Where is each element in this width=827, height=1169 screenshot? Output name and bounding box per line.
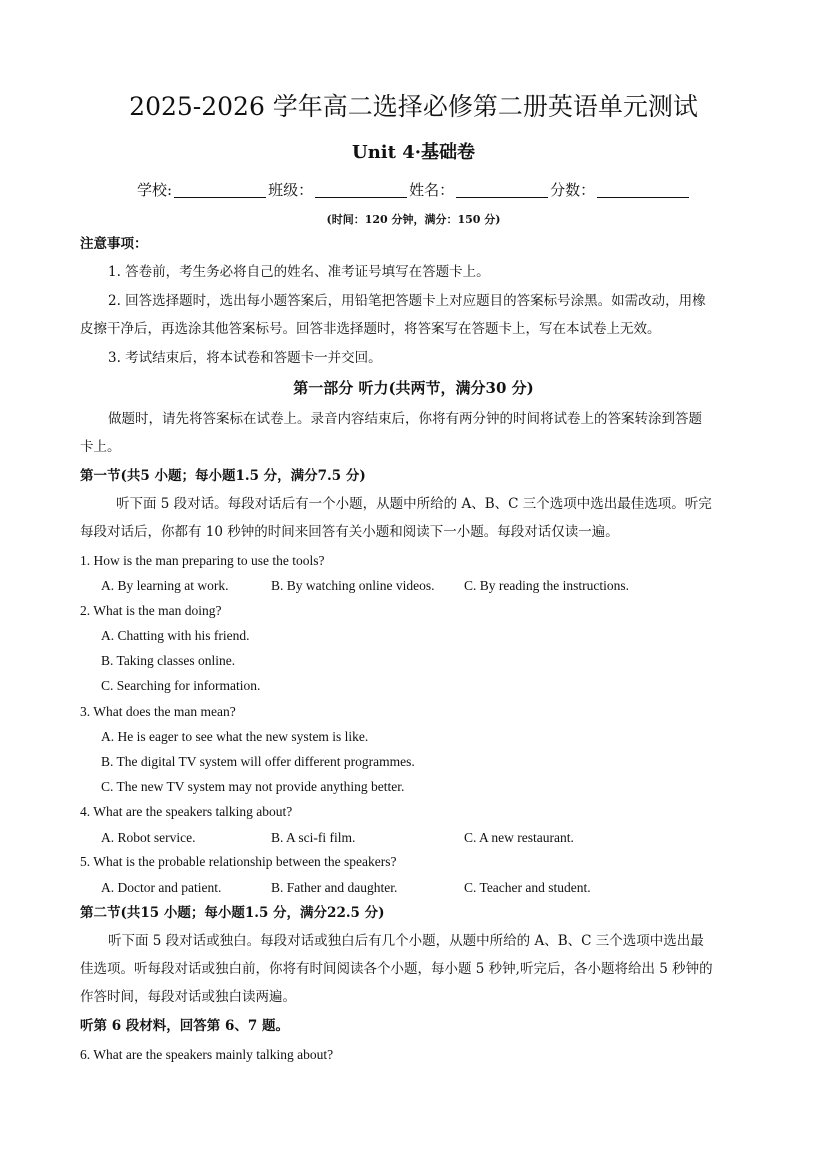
- question-6: 6. What are the speakers mainly talking about?: [80, 1047, 334, 1062]
- material-heading: 听第 6 段材料，回答第 6、7 题。: [80, 1018, 289, 1034]
- question-5: 5. What is the probable relationship between the speakers?: [80, 854, 397, 869]
- section1-intro: 听下面 5 段对话。每段对话后有一个小题，从题中所给的 A、B、C 三个选项中选出最佳选项。听完: [116, 496, 712, 512]
- section2-intro: 作答时间，每段对话或独白读两遍。: [80, 989, 296, 1005]
- notice-heading: 注意事项：: [80, 236, 148, 252]
- question-1: 1. How is the man preparing to use the tools?: [80, 553, 325, 568]
- option: A. Chatting with his friend.: [101, 628, 250, 643]
- part1-heading: 第一部分 听力(共两节，满分30 分): [293, 379, 534, 397]
- notice-item: 2. 回答选择题时，选出每小题答案后，用铅笔把答题卡上对应题目的答案标号涂黑。如需改动，用橡: [108, 293, 706, 309]
- notice-item: 1. 答卷前，考生务必将自己的姓名、准考证号填写在答题卡上。: [108, 264, 490, 280]
- option: B. A sci-fi film.: [271, 830, 356, 845]
- option: C. Teacher and student.: [464, 880, 591, 895]
- page-title: 2025-2026 学年高二选择必修第二册英语单元测试: [129, 92, 698, 121]
- option: B. Father and daughter.: [271, 880, 398, 895]
- field-name: 姓名：: [409, 181, 455, 199]
- option: B. Taking classes online.: [101, 653, 236, 668]
- field-score: 分数：: [550, 181, 596, 199]
- section1-intro: 每段对话后，你都有 10 秒钟的时间来回答有关小题和阅读下一小题。每段对话仅读一遍。: [80, 524, 619, 540]
- field-class: 班级：: [268, 181, 314, 199]
- section1-heading: 第一节(共5 小题；每小题1.5 分，满分7.5 分): [80, 468, 366, 484]
- option: B. By watching online videos.: [271, 578, 435, 593]
- option: C. The new TV system may not provide anything better.: [101, 779, 405, 794]
- question-2: 2. What is the man doing?: [80, 603, 222, 618]
- section2-intro: 佳选项。听每段对话或独白前，你将有时间阅读各个小题，每小题 5 秒钟,听完后，各小题将给出 5 秒钟的: [80, 961, 713, 977]
- name-blank[interactable]: [456, 183, 548, 198]
- notice-item: 皮擦干净后，再选涂其他答案标号。回答非选择题时，将答案写在答题卡上，写在本试卷上无效。: [80, 321, 661, 337]
- option: A. Doctor and patient.: [101, 880, 222, 895]
- option: A. He is eager to see what the new system is like.: [101, 729, 369, 744]
- school-blank[interactable]: [174, 183, 266, 198]
- field-school: 学校:: [137, 181, 173, 199]
- section2-heading: 第二节(共15 小题；每小题1.5 分，满分22.5 分): [80, 905, 385, 921]
- option: A. By learning at work.: [101, 578, 229, 593]
- option: C. By reading the instructions.: [464, 578, 629, 593]
- class-blank[interactable]: [315, 183, 407, 198]
- info-fields: [137, 183, 691, 198]
- part1-intro: 卡上。: [80, 439, 121, 455]
- section2-intro: 听下面 5 段对话或独白。每段对话或独白后有几个小题，从题中所给的 A、B、C 三个选项中选出最: [108, 933, 704, 949]
- part1-intro: 做题时，请先将答案标在试卷上。录音内容结束后，你将有两分钟的时间将试卷上的答案转涂到答题: [108, 411, 702, 427]
- score-blank[interactable]: [597, 183, 689, 198]
- question-3: 3. What does the man mean?: [80, 704, 236, 719]
- option: C. A new restaurant.: [464, 830, 574, 845]
- subtitle: Unit 4·基础卷: [352, 142, 475, 163]
- question-4: 4. What are the speakers talking about?: [80, 804, 293, 819]
- notice-item: 3. 考试结束后，将本试卷和答题卡一并交回。: [108, 350, 382, 366]
- option: A. Robot service.: [101, 830, 196, 845]
- option: C. Searching for information.: [101, 678, 261, 693]
- time-note: (时间：120 分钟，满分：150 分): [326, 213, 501, 226]
- option: B. The digital TV system will offer different programmes.: [101, 754, 415, 769]
